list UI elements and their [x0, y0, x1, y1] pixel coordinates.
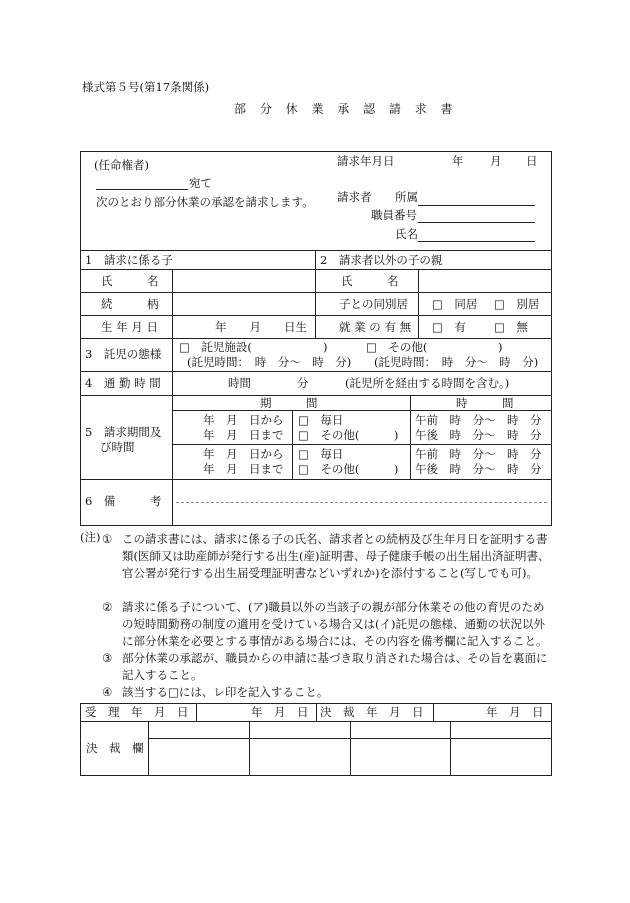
request-date-year: 年 — [452, 154, 464, 168]
request-period-label-2: び時間 — [100, 440, 135, 454]
decision-date-label: 決 裁 年 月 日 — [320, 705, 424, 719]
childcare-time-other: (託児時間： 時 分～ 時 分) — [374, 355, 539, 369]
period1-to: 年 月 日まで — [203, 428, 284, 442]
commute-time-label: 4 通 勤 時 間 — [85, 376, 161, 390]
period1-daily-option[interactable]: □ 毎日 — [298, 413, 344, 427]
addressee-line[interactable] — [96, 189, 188, 190]
staff-number-field[interactable] — [418, 222, 535, 223]
employment-option-yes[interactable]: □ 有 — [432, 320, 466, 334]
request-date-month: 月 — [490, 154, 502, 168]
note-number: ③ — [102, 651, 113, 665]
childcare-facility-option[interactable]: □ 託児施設( — [179, 340, 252, 354]
note-text: 該当する□には、レ印を記入すること。 — [122, 685, 329, 699]
note-item-1 — [102, 531, 554, 582]
department-field[interactable] — [418, 205, 535, 206]
period1-other-option[interactable]: □ その他( ) — [298, 428, 399, 442]
period1-am-time: 午前 時 分～ 時 分 — [415, 413, 542, 427]
form-number: 様式第５号(第17条関係) — [82, 80, 210, 94]
cohabit-option-together[interactable]: □ 同居 — [432, 297, 478, 311]
child-name-label: 氏 名 — [101, 274, 159, 288]
commute-time-note: (託児所を経由する時間を含む。) — [345, 376, 510, 390]
appointer-label: (任命権者) — [94, 158, 149, 172]
requester-name-label: 氏名 — [395, 227, 418, 241]
period-header: 期 間 — [260, 396, 318, 410]
period2-to: 年 月 日まで — [203, 462, 284, 476]
childcare-other-option[interactable]: □ その他( — [366, 340, 428, 354]
employment-option-no[interactable]: □ 無 — [494, 320, 528, 334]
child-birth-label: 生 年 月 日 — [101, 320, 158, 334]
received-date-label: 受 理 年 月 日 — [85, 705, 189, 719]
requester-label: 請求者 — [337, 190, 372, 204]
note-item-4 — [102, 684, 554, 701]
note-number: ② — [102, 600, 113, 614]
decision-date-value: 年 月 日 — [486, 705, 544, 719]
cohabitation-label: 子との同別居 — [339, 297, 408, 311]
approval-cell-1[interactable] — [150, 740, 247, 773]
approval-cell-3[interactable] — [352, 740, 448, 773]
remarks-field[interactable] — [174, 481, 550, 523]
commute-time-value: 時間 分 — [228, 376, 309, 390]
approval-cell-4[interactable] — [452, 740, 549, 773]
time-header: 時 間 — [456, 396, 514, 410]
remarks-label: 6 備 考 — [85, 494, 162, 508]
notes-prefix: (注) — [80, 530, 101, 544]
request-statement: 次のとおり部分休業の承認を請求します。 — [96, 195, 314, 209]
note-text: 部分休業の承認が、職員からの申請に基づき取り消された場合は、その旨を裏面に記入すること。 — [122, 651, 548, 682]
request-period-label: 5 請求期間及 — [85, 425, 162, 439]
request-date-label: 請求年月日 — [337, 154, 395, 168]
cohabit-option-separate[interactable]: □ 別居 — [494, 297, 540, 311]
other-parent-name-label: 氏 名 — [341, 274, 399, 288]
period2-pm-time: 午後 時 分～ 時 分 — [415, 462, 542, 476]
note-item-2 — [102, 599, 554, 650]
period2-am-time: 午前 時 分～ 時 分 — [415, 447, 542, 461]
childcare-mode-label: 3 託児の態様 — [85, 347, 162, 361]
note-text: この請求書には、請求に係る子の氏名、請求者との続柄及び生年月日を証明する書類(医師又は助産師が発行する出生(産)証明書、母子健康手帳の出生届出済証明書、官公署が発行する出生届受理証明書などいずれか)を添付すること(写しでも可)。 — [122, 532, 550, 580]
approval-cell-2[interactable] — [251, 740, 348, 773]
period2-daily-option[interactable]: □ 毎日 — [298, 447, 344, 461]
period1-pm-time: 午後 時 分～ 時 分 — [415, 428, 542, 442]
staff-number-label: 職員番号 — [371, 208, 417, 222]
note-number: ④ — [102, 685, 113, 699]
childcare-other-close: ) — [498, 340, 503, 354]
form-title: 部 分 休 業 承 認 請 求 書 — [234, 102, 458, 116]
period1-from: 年 月 日から — [203, 413, 284, 427]
received-date-value: 年 月 日 — [251, 705, 309, 719]
request-date-day: 日 — [526, 154, 538, 168]
department-label: 所属 — [395, 190, 418, 204]
note-number: ① — [102, 532, 113, 546]
childcare-facility-close: ) — [323, 340, 328, 354]
child-birth-value: 年 月 日生 — [215, 320, 307, 334]
childcare-time-facility: (託児時間： 時 分～ 時 分) — [187, 355, 352, 369]
period2-from: 年 月 日から — [203, 447, 284, 461]
addressee-suffix: 宛て — [189, 176, 212, 190]
employment-label: 就 業 の 有 無 — [339, 320, 412, 334]
section1-heading: 1 請求に係る子 — [85, 253, 173, 267]
requester-name-field[interactable] — [418, 241, 535, 242]
note-text: 請求に係る子について、(ア)職員以外の当該子の親が部分休業その他の育児のための短時間勤務の制度の適用を受けている場合又は(イ)託児の態様、通勤の状況以外に部分休業を必要とする事情がある場合には、その内容を備考欄に記入すること。 — [122, 600, 548, 648]
note-item-3 — [102, 650, 554, 684]
period2-other-option[interactable]: □ その他( ) — [298, 462, 399, 476]
section2-heading: 2 請求者以外の子の親 — [320, 253, 443, 267]
child-relation-label: 続 柄 — [101, 297, 159, 311]
approval-column-label: 決 裁 欄 — [86, 741, 144, 755]
